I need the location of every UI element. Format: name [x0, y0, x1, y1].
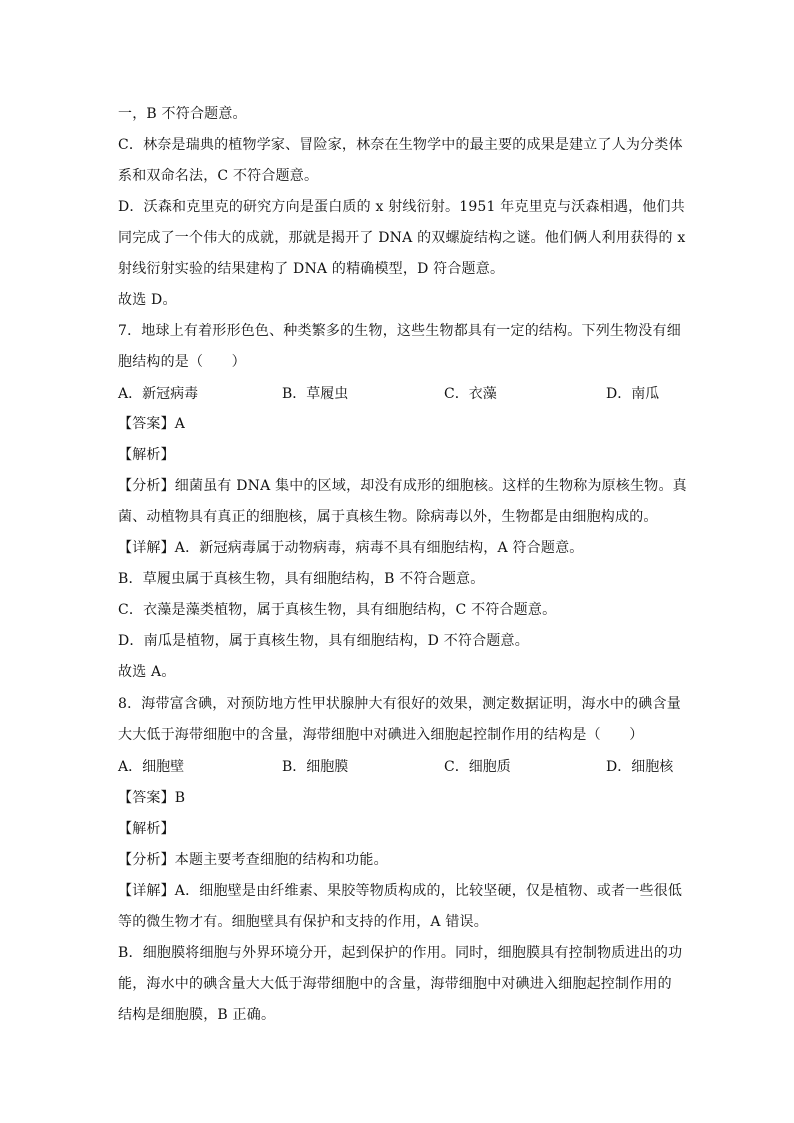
text-line: 【分析】本题主要考查细胞的结构和功能。	[118, 852, 388, 868]
text-line: C．衣藻是藻类植物，属于真核生物，具有细胞结构，C 不符合题意。	[118, 602, 557, 618]
q8-option-c: C．细胞质	[444, 759, 511, 775]
text-line: 射线衍射实验的结果建构了 DNA 的精确模型，D 符合题意。	[118, 261, 505, 277]
q7-option-d: D．南瓜	[606, 386, 660, 402]
text-line: 故选 A。	[118, 664, 176, 680]
text-line: 一，B 不符合题意。	[118, 106, 247, 122]
q7-option-b: B．草履虫	[282, 386, 349, 402]
q8-option-b: B．细胞膜	[282, 759, 349, 775]
text-line: D．南瓜是植物，属于真核生物，具有细胞结构，D 不符合题意。	[118, 633, 529, 649]
answer-label: 【答案】B	[118, 790, 186, 806]
question-7-stem: 7．地球上有着形形色色、种类繁多的生物，这些生物都具有一定的结构。下列生物没有细	[118, 323, 681, 339]
question-8-stem: 8．海带富含碘，对预防地方性甲状腺肿大有很好的效果，测定数据证明，海水中的碘含量	[118, 696, 681, 712]
question-7-stem: 胞结构的是（ ）	[118, 354, 246, 370]
text-line: 结构是细胞膜，B 正确。	[118, 1007, 276, 1023]
text-line: 故选 D。	[118, 292, 177, 308]
text-line: 系和双命名法，C 不符合题意。	[118, 168, 319, 184]
q7-option-c: C．衣藻	[444, 386, 497, 402]
q8-option-a: A．细胞壁	[118, 759, 185, 775]
text-line: 等的微生物才有。细胞壁具有保护和支持的作用，A 错误。	[118, 914, 488, 930]
answer-label: 【答案】A	[118, 416, 186, 432]
text-line: 【详解】A．细胞壁是由纤维素、果胶等物质构成的，比较坚硬，仅是植物、或者一些很低	[118, 883, 683, 899]
text-line: 同完成了一个伟大的成就，那就是揭开了 DNA 的双螺旋结构之谜。他们俩人利用获得的 x	[118, 230, 686, 246]
text-line: D．沃森和克里克的研究方向是蛋白质的 x 射线衍射。1951 年克里克与沃森相遇，他们共	[118, 199, 685, 215]
text-line: 【分析】细菌虽有 DNA 集中的区域，却没有成形的细胞核。这样的生物称为原核生物。真	[118, 478, 687, 494]
q7-option-a: A．新冠病毒	[118, 386, 199, 402]
question-8-stem: 大大低于海带细胞中的含量，海带细胞中对碘进入细胞起控制作用的结构是（ ）	[118, 727, 644, 743]
text-line: B．草履虫属于真核生物，具有细胞结构，B 不符合题意。	[118, 571, 485, 587]
analysis-label: 【解析】	[118, 447, 175, 463]
q8-option-d: D．细胞核	[606, 759, 674, 775]
text-line: 能，海水中的碘含量大大低于海带细胞中的含量，海带细胞中对碘进入细胞起控制作用的	[118, 976, 672, 992]
text-line: 菌、动植物具有真正的细胞核，属于真核生物。除病毒以外，生物都是由细胞构成的。	[118, 509, 658, 525]
analysis-label: 【解析】	[118, 821, 175, 837]
text-line: 【详解】A．新冠病毒属于动物病毒，病毒不具有细胞结构，A 符合题意。	[118, 540, 584, 556]
text-line: B．细胞膜将细胞与外界环境分开，起到保护的作用。同时，细胞膜具有控制物质进出的功	[118, 945, 683, 961]
text-line: C．林奈是瑞典的植物学家、冒险家，林奈在生物学中的最主要的成果是建立了人为分类体	[118, 137, 683, 153]
